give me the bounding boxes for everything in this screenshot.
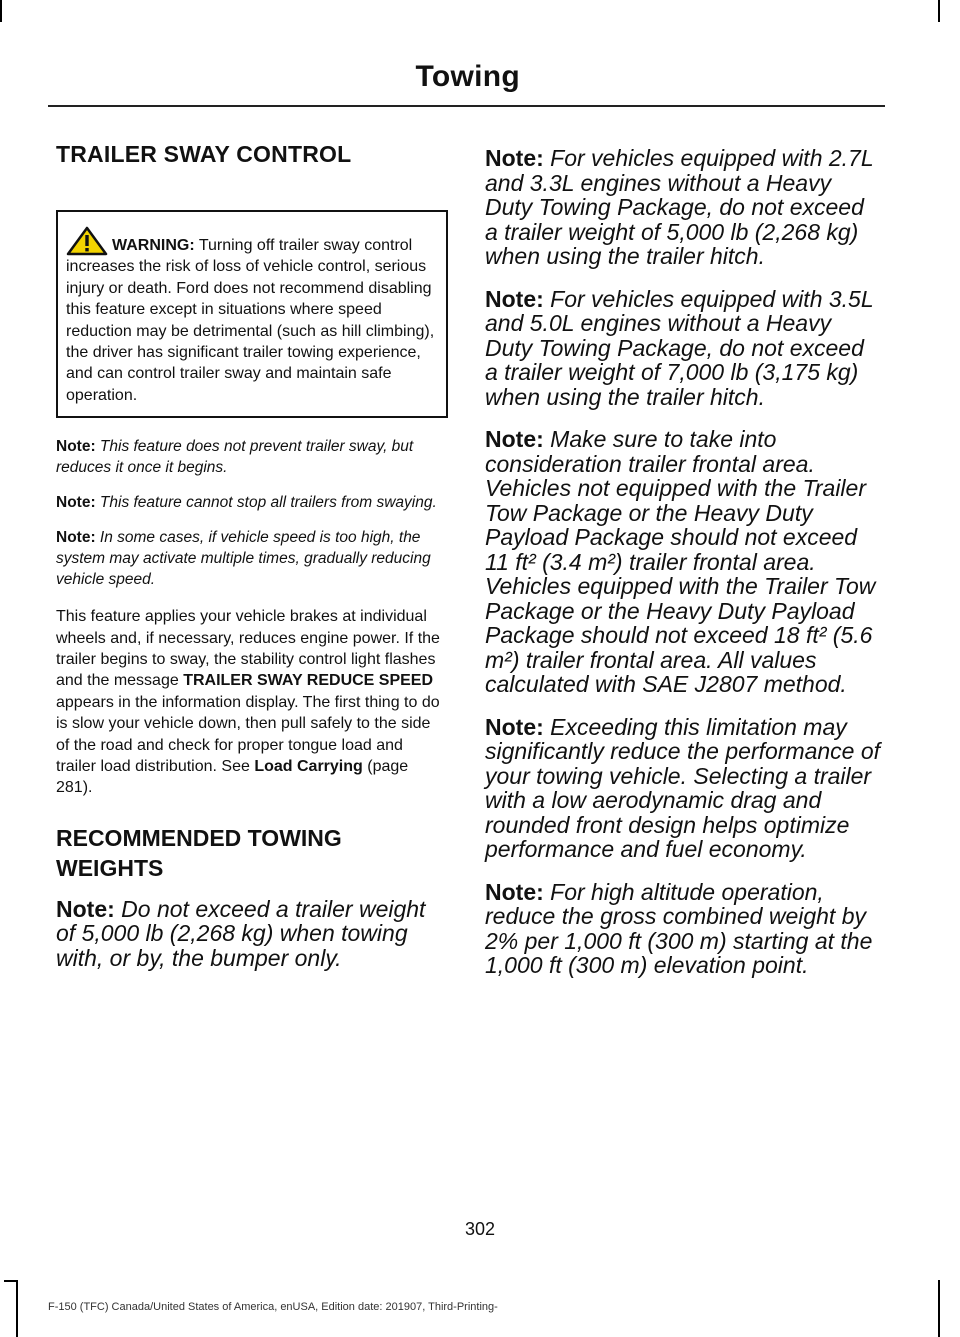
note-engine-3.5-5.0: [485, 287, 883, 410]
warning-text: Turning off trailer sway control increases the risk of loss of vehicle control, serious injury or death. Ford does not recommend disabling this feature except in situations where speed reduction may be detrimental (such as hill climbing), the driver has significant trailer towing experience, and can control trailer sway and maintain safe operation.: [66, 236, 435, 404]
body-paragraph: [56, 606, 446, 799]
crop-mark: [938, 0, 940, 22]
edition-footer: F-150 (TFC) Canada/United States of America, enUSA, Edition date: 201907, Third-Printing-: [48, 1301, 498, 1313]
note-frontal-area: [485, 427, 883, 697]
warning-triangle-icon: [66, 226, 108, 256]
right-column: [485, 146, 883, 978]
note-label: Note:: [485, 426, 544, 452]
warning-label: WARNING:: [112, 236, 195, 254]
body-text-3: (page 281).: [56, 757, 409, 797]
note-text: In some cases, if vehicle speed is too high, the system may activate multiple times, gradually reducing vehicle speed.: [56, 529, 431, 589]
note-1: [56, 436, 446, 478]
note-text: This feature cannot stop all trailers from swaying.: [95, 494, 437, 512]
note-label: Note:: [485, 713, 544, 740]
note-2: [56, 492, 446, 513]
note-text: For vehicles equipped with 3.5L and 5.0L engines without a Heavy Duty Towing Package, do not exceed a trailer weight of 7,000 lb (3,175 kg) when using the trailer hitch.: [485, 285, 874, 410]
note-text: This feature does not prevent trailer sway, but reduces it once it begins.: [56, 438, 414, 477]
bumper-towing-note: [56, 897, 446, 971]
header-rule: [48, 105, 885, 107]
crop-mark: [0, 0, 2, 22]
crop-mark: [938, 1280, 940, 1337]
body-text-1: This feature applies your vehicle brakes at individual wheels and, if necessary, reduces engine power. If the trailer begins to sway, the stability control light flashes and the message: [56, 608, 440, 690]
section-title-line-2: WEIGHTS: [56, 854, 164, 881]
note-label: Note:: [56, 494, 96, 512]
note-high-altitude: [485, 880, 883, 978]
note-text: For vehicles equipped with 2.7L and 3.3L engines without a Heavy Duty Towing Package, do not exceed a trailer weight of 5,000 lb (2,268 kg) when using the trailer hitch.: [485, 145, 874, 269]
page-number: 302: [464, 1219, 496, 1239]
crop-mark: [16, 1280, 18, 1337]
note-label: Note:: [485, 878, 544, 905]
note-text: Do not exceed a trailer weight of 5,000 lb (2,268 kg) when towing with, or by, the bumper only.: [56, 895, 426, 971]
section-title-trailer-sway: TRAILER SWAY CONTROL: [56, 141, 352, 167]
note-label: Note:: [485, 285, 544, 312]
load-carrying-link[interactable]: Load Carrying: [254, 757, 363, 775]
note-text: Make sure to take into consideration trailer frontal area. Vehicles not equipped with the Trailer Tow Package or the Heavy Duty Payload Package should not exceed 11 ft² (3.4 m²) trailer frontal area. Vehicles equipped with the Trailer Tow Package or the Heavy Duty Payload Package should not exceed 18 ft² (5.6 m²) trailer frontal area. All values calculated with SAE J2807 method.: [485, 426, 876, 697]
note-text: Exceeding this limitation may significantly reduce the performance of your towing vehicle. Selecting a trailer with a low aerodynamic drag and rounded front design helps optimize performance and fuel economy.: [485, 713, 881, 862]
note-label: Note:: [56, 438, 96, 456]
body-text-2: appears in the information display. The first thing to do is slow your vehicle down, then pull safely to the side of the road and check for proper tongue load and trailer load distribution. See: [56, 693, 440, 775]
note-label: Note:: [56, 529, 96, 547]
display-message: TRAILER SWAY REDUCE SPEED: [183, 672, 434, 690]
note-exceeding-limitation: [485, 715, 883, 862]
warning-box: [56, 210, 448, 418]
note-engine-2.7-3.3: [485, 146, 883, 269]
note-label: Note:: [485, 145, 544, 171]
section-title-line-1: RECOMMENDED TOWING: [56, 824, 342, 851]
note-3: [56, 527, 446, 590]
left-column: [56, 140, 446, 970]
page-header-title: Towing: [415, 60, 520, 93]
section-title-recommended-towing: [56, 823, 446, 883]
note-text: For high altitude operation, reduce the gross combined weight by 2% per 1,000 ft (300 m) starting at the 1,000 ft (300 m) elevation point.: [485, 878, 873, 978]
note-label: Note:: [56, 895, 115, 922]
